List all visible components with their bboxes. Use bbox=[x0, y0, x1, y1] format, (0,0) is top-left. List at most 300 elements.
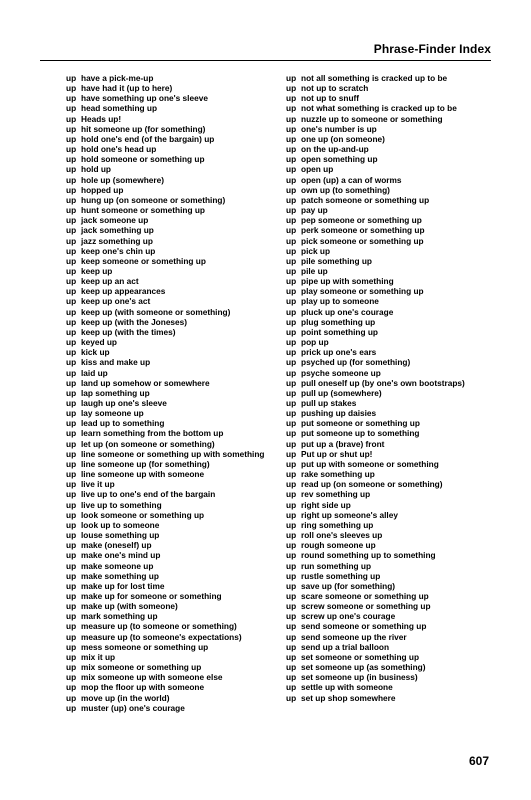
index-entry bbox=[66, 144, 276, 154]
index-entry bbox=[66, 611, 276, 621]
entry-phrase: screw someone or something up bbox=[301, 601, 431, 612]
entry-keyword: up bbox=[66, 276, 77, 287]
entry-phrase: put up a (brave) front bbox=[301, 438, 385, 449]
entry-phrase: pull up (somewhere) bbox=[301, 387, 382, 398]
entry-phrase: save up (for something) bbox=[301, 580, 396, 591]
index-entry bbox=[286, 134, 496, 144]
entry-phrase: send someone or something up bbox=[301, 621, 427, 632]
index-entry bbox=[286, 225, 496, 235]
entry-keyword: up bbox=[66, 205, 77, 216]
entry-keyword: up bbox=[286, 550, 297, 561]
entry-phrase: point something up bbox=[301, 326, 378, 337]
entry-phrase: one up (on someone) bbox=[301, 133, 385, 144]
index-entry bbox=[286, 185, 496, 195]
index-entry bbox=[286, 236, 496, 246]
entry-keyword: up bbox=[286, 316, 297, 327]
entry-keyword: up bbox=[286, 631, 297, 642]
entry-keyword: up bbox=[286, 265, 297, 276]
index-entry bbox=[286, 286, 496, 296]
entry-phrase: pick someone or something up bbox=[301, 235, 424, 246]
entry-keyword: up bbox=[286, 154, 297, 165]
entry-phrase: one's number is up bbox=[301, 123, 377, 134]
entry-keyword: up bbox=[66, 580, 77, 591]
index-entry bbox=[66, 682, 276, 692]
entry-phrase: mop the floor up with someone bbox=[81, 682, 205, 693]
index-entry bbox=[286, 479, 496, 489]
entry-keyword: up bbox=[286, 326, 297, 337]
entry-keyword: up bbox=[286, 540, 297, 551]
index-entry bbox=[66, 164, 276, 174]
entry-phrase: line someone up with someone bbox=[81, 469, 205, 480]
index-entry bbox=[286, 632, 496, 642]
entry-phrase: open something up bbox=[301, 154, 378, 165]
entry-keyword: up bbox=[286, 276, 297, 287]
index-entry bbox=[66, 286, 276, 296]
entry-keyword: up bbox=[286, 398, 297, 408]
index-entry bbox=[66, 337, 276, 347]
entry-keyword: up bbox=[286, 530, 297, 541]
index-entry bbox=[66, 215, 276, 225]
entry-keyword: up bbox=[286, 113, 297, 124]
entry-phrase: prick up one's ears bbox=[301, 347, 377, 358]
entry-phrase: look someone or something up bbox=[81, 509, 205, 520]
entry-keyword: up bbox=[286, 215, 297, 226]
index-entry bbox=[286, 175, 496, 185]
entry-keyword: up bbox=[286, 184, 297, 195]
entry-keyword: up bbox=[66, 184, 77, 195]
entry-keyword: up bbox=[286, 255, 297, 266]
entry-keyword: up bbox=[66, 540, 77, 551]
entry-phrase: set up shop somewhere bbox=[301, 692, 396, 703]
index-entry bbox=[66, 388, 276, 398]
entry-phrase: make up for someone or something bbox=[81, 590, 222, 601]
entry-keyword: up bbox=[66, 316, 77, 327]
entry-phrase: have something up one's sleeve bbox=[81, 93, 208, 104]
entry-phrase: send up a trial balloon bbox=[301, 641, 390, 652]
index-entry bbox=[66, 357, 276, 367]
index-entry bbox=[66, 296, 276, 306]
entry-phrase: right up someone's alley bbox=[301, 509, 398, 520]
index-entry bbox=[66, 561, 276, 571]
index-entry bbox=[66, 134, 276, 144]
entry-keyword: up bbox=[286, 428, 297, 439]
index-entry bbox=[66, 500, 276, 510]
entry-phrase: rev something up bbox=[301, 489, 371, 500]
entry-keyword: up bbox=[286, 662, 297, 673]
entry-keyword: up bbox=[66, 113, 77, 124]
index-entry bbox=[66, 276, 276, 286]
entry-keyword: up bbox=[66, 672, 77, 683]
index-entry bbox=[66, 114, 276, 124]
index-entry bbox=[66, 520, 276, 530]
entry-keyword: up bbox=[66, 499, 77, 510]
entry-phrase: on the up-and-up bbox=[301, 144, 369, 155]
index-entry bbox=[66, 662, 276, 672]
entry-phrase: make up (with someone) bbox=[81, 601, 178, 612]
entry-keyword: up bbox=[66, 103, 77, 114]
entry-phrase: learn something from the bottom up bbox=[81, 428, 224, 439]
index-entry bbox=[66, 601, 276, 611]
index-entry bbox=[66, 307, 276, 317]
entry-phrase: roll one's sleeves up bbox=[301, 530, 383, 541]
entry-keyword: up bbox=[66, 448, 77, 459]
entry-keyword: up bbox=[66, 194, 77, 205]
index-entry bbox=[66, 225, 276, 235]
entry-keyword: up bbox=[286, 479, 297, 490]
entry-keyword: up bbox=[286, 123, 297, 134]
index-entry bbox=[286, 357, 496, 367]
entry-phrase: pipe up with something bbox=[301, 276, 394, 287]
index-entry bbox=[286, 93, 496, 103]
index-entry bbox=[286, 672, 496, 682]
entry-phrase: measure up (to someone's expectations) bbox=[81, 631, 242, 642]
entry-phrase: mess someone or something up bbox=[81, 641, 209, 652]
entry-keyword: up bbox=[286, 438, 297, 449]
entry-keyword: up bbox=[66, 611, 77, 622]
index-entry bbox=[66, 459, 276, 469]
entry-keyword: up bbox=[66, 590, 77, 601]
entry-keyword: up bbox=[66, 377, 77, 388]
index-entry bbox=[66, 540, 276, 550]
entry-phrase: not all something is cracked up to be bbox=[301, 73, 448, 83]
entry-keyword: up bbox=[66, 83, 77, 94]
index-entry bbox=[66, 652, 276, 662]
index-entry bbox=[66, 195, 276, 205]
index-entry bbox=[66, 550, 276, 560]
index-entry bbox=[286, 398, 496, 408]
index-entry bbox=[66, 73, 276, 83]
index-entry bbox=[286, 327, 496, 337]
entry-phrase: ring something up bbox=[301, 519, 374, 530]
entry-phrase: let up (on someone or something) bbox=[81, 438, 215, 449]
entry-keyword: up bbox=[286, 337, 297, 348]
entry-phrase: set someone or something up bbox=[301, 651, 420, 662]
entry-phrase: pull oneself up (by one's own bootstraps) bbox=[301, 377, 465, 388]
entry-keyword: up bbox=[66, 245, 77, 256]
entry-phrase: make something up bbox=[81, 570, 159, 581]
entry-phrase: pile up bbox=[301, 265, 328, 276]
entry-keyword: up bbox=[286, 144, 297, 155]
index-entry bbox=[286, 439, 496, 449]
entry-keyword: up bbox=[286, 194, 297, 205]
entry-keyword: up bbox=[66, 621, 77, 632]
index-entry bbox=[286, 337, 496, 347]
index-entry bbox=[286, 296, 496, 306]
entry-keyword: up bbox=[66, 347, 77, 358]
index-entry bbox=[66, 642, 276, 652]
entry-keyword: up bbox=[286, 570, 297, 581]
entry-phrase: scare someone or something up bbox=[301, 590, 429, 601]
index-entry bbox=[66, 621, 276, 631]
index-entry bbox=[286, 550, 496, 560]
entry-keyword: up bbox=[66, 367, 77, 378]
index-entry bbox=[286, 347, 496, 357]
entry-phrase: live up to one's end of the bargain bbox=[81, 489, 216, 500]
entry-phrase: jack something up bbox=[81, 225, 154, 236]
index-entry bbox=[66, 428, 276, 438]
entry-keyword: up bbox=[286, 651, 297, 662]
entry-phrase: play up to someone bbox=[301, 296, 379, 307]
index-entry bbox=[66, 347, 276, 357]
entry-keyword: up bbox=[286, 672, 297, 683]
index-entry bbox=[66, 418, 276, 428]
index-entry bbox=[286, 449, 496, 459]
entry-phrase: Put up or shut up! bbox=[301, 448, 373, 459]
entry-keyword: up bbox=[66, 164, 77, 175]
index-entry bbox=[286, 103, 496, 113]
entry-keyword: up bbox=[286, 235, 297, 246]
entry-phrase: round something up to something bbox=[301, 550, 436, 561]
entry-phrase: mark something up bbox=[81, 611, 158, 622]
entry-keyword: up bbox=[286, 489, 297, 500]
entry-keyword: up bbox=[286, 682, 297, 693]
entry-keyword: up bbox=[286, 296, 297, 307]
entry-keyword: up bbox=[66, 601, 77, 612]
index-entry bbox=[286, 164, 496, 174]
entry-phrase: laid up bbox=[81, 367, 108, 378]
entry-phrase: louse something up bbox=[81, 530, 160, 541]
entry-keyword: up bbox=[66, 387, 77, 398]
index-column-right bbox=[286, 73, 496, 703]
entry-phrase: hung up (on someone or something) bbox=[81, 194, 226, 205]
index-entry bbox=[286, 459, 496, 469]
entry-phrase: hopped up bbox=[81, 184, 124, 195]
index-entry bbox=[66, 469, 276, 479]
index-entry bbox=[66, 439, 276, 449]
index-entry bbox=[286, 693, 496, 703]
index-entry bbox=[66, 368, 276, 378]
entry-phrase: make one's mind up bbox=[81, 550, 161, 561]
entry-phrase: not what something is cracked up to be bbox=[301, 103, 457, 114]
entry-keyword: up bbox=[66, 692, 77, 703]
entry-keyword: up bbox=[66, 458, 77, 469]
entry-phrase: live up to something bbox=[81, 499, 162, 510]
entry-phrase: hunt someone or something up bbox=[81, 205, 205, 216]
index-entry bbox=[66, 591, 276, 601]
index-entry bbox=[286, 388, 496, 398]
index-entry bbox=[66, 479, 276, 489]
entry-phrase: hit someone up (for something) bbox=[81, 123, 206, 134]
index-entry bbox=[286, 581, 496, 591]
entry-keyword: up bbox=[66, 296, 77, 307]
index-entry bbox=[66, 266, 276, 276]
entry-keyword: up bbox=[286, 306, 297, 317]
running-header bbox=[40, 40, 491, 60]
entry-keyword: up bbox=[66, 398, 77, 408]
entry-keyword: up bbox=[286, 133, 297, 144]
index-entry bbox=[66, 327, 276, 337]
entry-keyword: up bbox=[66, 469, 77, 480]
entry-phrase: make someone up bbox=[81, 560, 154, 571]
entry-keyword: up bbox=[66, 560, 77, 571]
entry-keyword: up bbox=[66, 641, 77, 652]
entry-keyword: up bbox=[286, 580, 297, 591]
index-entry bbox=[66, 581, 276, 591]
entry-phrase: put up with someone or something bbox=[301, 458, 439, 469]
entry-phrase: perk someone or something up bbox=[301, 225, 425, 236]
index-entry bbox=[66, 154, 276, 164]
entry-keyword: up bbox=[66, 631, 77, 642]
entry-phrase: hold one's head up bbox=[81, 144, 157, 155]
index-entry bbox=[66, 175, 276, 185]
entry-keyword: up bbox=[286, 286, 297, 297]
entry-keyword: up bbox=[286, 408, 297, 419]
entry-phrase: lead up to something bbox=[81, 418, 165, 429]
entry-phrase: land up somehow or somewhere bbox=[81, 377, 210, 388]
entry-phrase: pluck up one's courage bbox=[301, 306, 394, 317]
entry-phrase: pushing up daisies bbox=[301, 408, 377, 419]
entry-phrase: line someone up (for something) bbox=[81, 458, 210, 469]
index-entry bbox=[286, 73, 496, 83]
entry-keyword: up bbox=[286, 469, 297, 480]
entry-phrase: look up to someone bbox=[81, 519, 160, 530]
entry-phrase: rough someone up bbox=[301, 540, 376, 551]
entry-keyword: up bbox=[286, 560, 297, 571]
index-entry bbox=[286, 246, 496, 256]
entry-phrase: put someone or something up bbox=[301, 418, 420, 429]
entry-keyword: up bbox=[66, 133, 77, 144]
entry-keyword: up bbox=[286, 387, 297, 398]
index-entry bbox=[286, 378, 496, 388]
entry-keyword: up bbox=[66, 418, 77, 429]
index-entry bbox=[286, 489, 496, 499]
entry-phrase: keep someone or something up bbox=[81, 255, 206, 266]
entry-phrase: lap something up bbox=[81, 387, 150, 398]
entry-keyword: up bbox=[66, 235, 77, 246]
index-entry bbox=[286, 428, 496, 438]
entry-keyword: up bbox=[66, 154, 77, 165]
index-entry bbox=[66, 530, 276, 540]
index-entry bbox=[66, 205, 276, 215]
index-entry bbox=[286, 500, 496, 510]
entry-keyword: up bbox=[66, 174, 77, 185]
entry-keyword: up bbox=[66, 428, 77, 439]
entry-phrase: pop up bbox=[301, 337, 329, 348]
entry-phrase: head something up bbox=[81, 103, 158, 114]
index-entry bbox=[286, 205, 496, 215]
index-entry bbox=[286, 276, 496, 286]
entry-phrase: rustle something up bbox=[301, 570, 381, 581]
entry-keyword: up bbox=[66, 225, 77, 236]
entry-phrase: hold up bbox=[81, 164, 111, 175]
index-entry bbox=[286, 520, 496, 530]
index-entry bbox=[66, 449, 276, 459]
entry-phrase: pull up stakes bbox=[301, 398, 357, 408]
entry-keyword: up bbox=[286, 357, 297, 368]
entry-phrase: open (up) a can of worms bbox=[301, 174, 402, 185]
entry-keyword: up bbox=[66, 489, 77, 500]
index-entry bbox=[286, 510, 496, 520]
index-entry bbox=[286, 144, 496, 154]
entry-keyword: up bbox=[286, 83, 297, 94]
entry-phrase: not up to snuff bbox=[301, 93, 360, 104]
index-entry bbox=[286, 408, 496, 418]
entry-phrase: keep up (with the times) bbox=[81, 326, 176, 337]
entry-keyword: up bbox=[66, 255, 77, 266]
entry-keyword: up bbox=[66, 438, 77, 449]
entry-phrase: pep someone or something up bbox=[301, 215, 422, 226]
entry-keyword: up bbox=[66, 357, 77, 368]
index-entry bbox=[286, 256, 496, 266]
index-entry bbox=[66, 672, 276, 682]
entry-phrase: open up bbox=[301, 164, 334, 175]
index-entry bbox=[286, 114, 496, 124]
entry-phrase: kiss and make up bbox=[81, 357, 151, 368]
entry-phrase: read up (on someone or something) bbox=[301, 479, 443, 490]
index-entry bbox=[286, 621, 496, 631]
entry-phrase: pay up bbox=[301, 205, 328, 216]
entry-keyword: up bbox=[286, 164, 297, 175]
header-title: Phrase-Finder Index bbox=[373, 42, 491, 56]
entry-keyword: up bbox=[66, 519, 77, 530]
entry-phrase: move up (in the world) bbox=[81, 692, 170, 703]
entry-phrase: kick up bbox=[81, 347, 110, 358]
entry-keyword: up bbox=[66, 326, 77, 337]
entry-keyword: up bbox=[286, 347, 297, 358]
index-entry bbox=[66, 571, 276, 581]
entry-keyword: up bbox=[286, 103, 297, 114]
header-rule bbox=[40, 60, 491, 61]
index-entry bbox=[286, 154, 496, 164]
entry-phrase: mix it up bbox=[81, 651, 116, 662]
entry-keyword: up bbox=[286, 93, 297, 104]
entry-keyword: up bbox=[66, 215, 77, 226]
index-entry bbox=[286, 368, 496, 378]
index-entry bbox=[286, 317, 496, 327]
entry-phrase: live it up bbox=[81, 479, 115, 490]
entry-keyword: up bbox=[286, 448, 297, 459]
index-entry bbox=[66, 378, 276, 388]
entry-keyword: up bbox=[66, 73, 77, 83]
entry-phrase: have a pick-me-up bbox=[81, 73, 154, 83]
index-entry bbox=[286, 561, 496, 571]
index-entry bbox=[286, 652, 496, 662]
index-entry bbox=[286, 642, 496, 652]
entry-phrase: jazz something up bbox=[81, 235, 153, 246]
entry-keyword: up bbox=[286, 418, 297, 429]
index-entry bbox=[286, 124, 496, 134]
index-entry bbox=[286, 307, 496, 317]
index-entry bbox=[286, 601, 496, 611]
entry-phrase: have had it (up to here) bbox=[81, 83, 173, 94]
index-entry bbox=[66, 246, 276, 256]
entry-phrase: lay someone up bbox=[81, 408, 144, 419]
entry-phrase: keep up (with someone or something) bbox=[81, 306, 231, 317]
entry-keyword: up bbox=[286, 377, 297, 388]
entry-phrase: muster (up) one's courage bbox=[81, 702, 185, 713]
entry-phrase: keep up (with the Joneses) bbox=[81, 316, 188, 327]
entry-keyword: up bbox=[66, 306, 77, 317]
entry-keyword: up bbox=[66, 408, 77, 419]
entry-keyword: up bbox=[66, 123, 77, 134]
entry-keyword: up bbox=[286, 245, 297, 256]
entry-phrase: keep up one's act bbox=[81, 296, 151, 307]
entry-keyword: up bbox=[66, 509, 77, 520]
index-entry bbox=[66, 317, 276, 327]
index-entry bbox=[286, 591, 496, 601]
entry-phrase: mix someone or something up bbox=[81, 662, 202, 673]
entry-phrase: hold one's end (of the bargain) up bbox=[81, 133, 215, 144]
entry-phrase: right side up bbox=[301, 499, 351, 510]
entry-phrase: laugh up one's sleeve bbox=[81, 398, 167, 408]
index-entry bbox=[286, 83, 496, 93]
entry-keyword: up bbox=[286, 509, 297, 520]
index-column-left bbox=[66, 73, 276, 713]
page-number: 607 bbox=[468, 754, 489, 768]
entry-keyword: up bbox=[286, 641, 297, 652]
entry-keyword: up bbox=[66, 93, 77, 104]
entry-phrase: keep up bbox=[81, 265, 113, 276]
